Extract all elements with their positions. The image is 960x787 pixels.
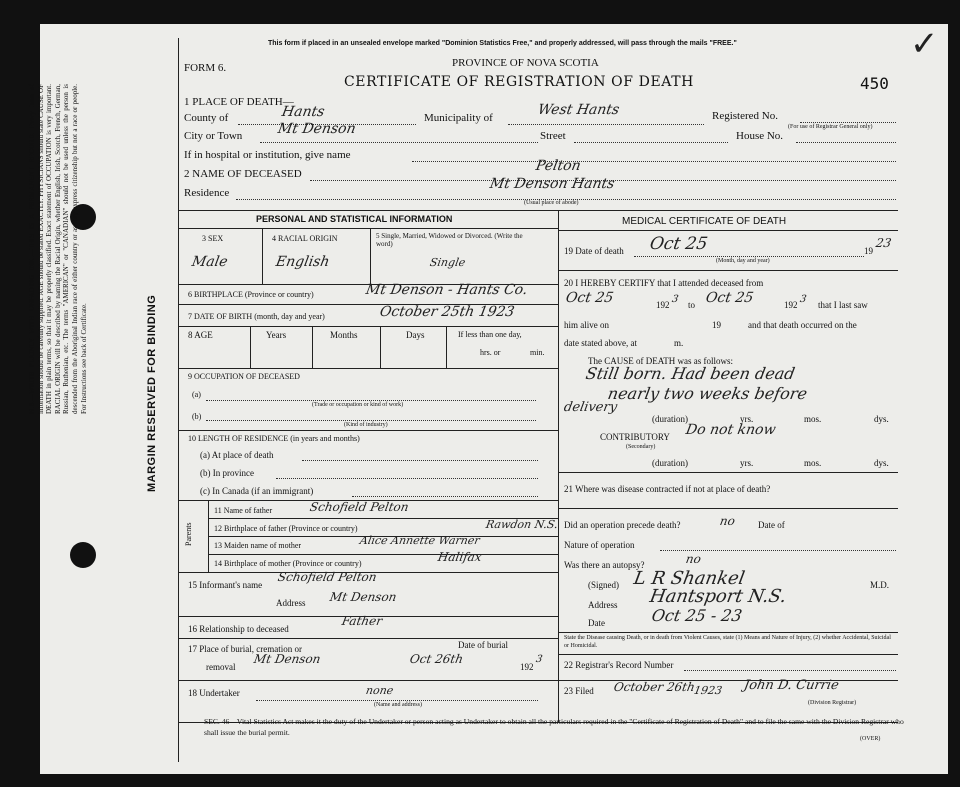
occ-b: (b) xyxy=(192,412,202,421)
alive-label: him alive on xyxy=(564,320,609,330)
province: PROVINCE OF NOVA SCOTIA xyxy=(452,57,599,69)
res-c: (c) In Canada (if an immigrant) xyxy=(200,486,314,496)
md-label: M.D. xyxy=(870,580,890,590)
margin-instructions: N.B.—WRITE PLAINLY WITH UNFADING INK.—THIS IS A PERMANENT RECORD. Every item of information should be carefully supplied. AGE should be stated EXACTLY. PHYSICIANS should state CAUSE OF DEATH in plain terms, so that it may be properly classified. Exact statement of OCCUPATION is very important. RACIAL ORIGIN will be described by naming the Racial Origin, whether English, Irish, Scotch, French, German, Russian, Ruthenian, etc. The terms "AMERICAN" or "CANADIAN" should not be used unless the person is descended from the Aboriginal Indian race of either country or as they express citizenship but not a race or people. For Instructions see back of Certificate. xyxy=(28,84,88,414)
form-number: FORM 6. xyxy=(184,62,227,74)
signed-label: (Signed) xyxy=(588,580,619,590)
cause-line-3: delivery xyxy=(562,400,619,415)
mother-birthplace-value: Halifax xyxy=(436,550,483,564)
dob-value: October 25th 1923 xyxy=(378,304,516,320)
secondary-note: (Secondary) xyxy=(626,444,656,450)
to-label: to xyxy=(688,300,696,310)
hospital-label: If in hospital or institution, give name xyxy=(184,149,351,161)
name-label: 2 NAME OF DECEASED xyxy=(184,168,302,180)
date-burial-label: Date of burial xyxy=(458,640,508,650)
sex-value: Male xyxy=(190,254,229,270)
mos-label-2: mos. xyxy=(804,458,822,468)
relationship-value: Father xyxy=(340,614,384,628)
occupation-label: 9 OCCUPATION OF DECEASED xyxy=(188,372,300,381)
residence-note: (Usual place of abode) xyxy=(524,200,579,206)
marital-label: 5 Single, Married, Widowed or Divorced. (Write the word) xyxy=(376,232,523,248)
months-label: Months xyxy=(330,330,358,340)
registered-label: Registered No. xyxy=(712,110,778,122)
res-a: (a) At place of death xyxy=(200,450,274,460)
date-burial-value: Oct 26th xyxy=(408,652,465,666)
mother-label: 13 Maiden name of mother xyxy=(214,541,302,550)
residence-value: Mt Denson Hants xyxy=(488,176,616,192)
burial-year-prefix: 192 xyxy=(520,662,534,672)
registrar-note: (Division Registrar) xyxy=(808,700,857,706)
physician-date-value: Oct 25 - 23 xyxy=(650,606,744,625)
father-value: Schofield Pelton xyxy=(308,500,410,514)
city-label: City or Town xyxy=(184,130,243,142)
father-label: 11 Name of father xyxy=(214,506,273,515)
dys-label: dys. xyxy=(874,414,889,424)
binding-hole xyxy=(70,542,96,568)
cause-label: The CAUSE of DEATH was as follows: xyxy=(588,356,733,366)
duration-label-2: (duration) xyxy=(652,458,688,468)
informant-label: 15 Informant's name xyxy=(188,580,263,590)
marital-value: Single xyxy=(428,256,467,269)
page-title: CERTIFICATE OF REGISTRATION OF DEATH xyxy=(344,74,694,90)
serial-number: 450 xyxy=(860,74,889,93)
date-of-death-label: 19 Date of death xyxy=(564,246,624,256)
racial-label: 4 RACIAL ORIGIN xyxy=(272,234,338,243)
operation-value: no xyxy=(718,514,737,528)
column-divider xyxy=(558,210,559,722)
registered-note: (For use of Registrar General only) xyxy=(788,124,873,130)
margin-binding-label: MARGIN RESERVED FOR BINDING xyxy=(146,294,158,492)
death-certificate xyxy=(28,24,948,774)
burial-year-digit: 3 xyxy=(535,654,544,665)
street-label: Street xyxy=(540,130,566,142)
physician-address-label: Address xyxy=(588,600,618,610)
residence-label: Residence xyxy=(184,187,230,199)
father-birthplace-label: 12 Birthplace of father (Province or country) xyxy=(214,524,358,533)
occ-a-note: (Trade or occupation or kind of work) xyxy=(312,402,404,408)
informant-address-label: Address xyxy=(276,598,306,608)
personal-heading: PERSONAL AND STATISTICAL INFORMATION xyxy=(256,214,453,224)
burial-label: 17 Place of burial, cremation or xyxy=(188,644,302,654)
physician-date-label: Date xyxy=(588,618,605,628)
informant-address-value: Mt Denson xyxy=(328,590,398,604)
burial-place-value: Mt Denson xyxy=(252,652,322,666)
filed-year: 1923 xyxy=(692,684,724,697)
age-label: 8 AGE xyxy=(188,330,213,340)
mother-value: Alice Annette Warner xyxy=(358,534,481,547)
contributory-value: Do not know xyxy=(684,422,777,438)
from-year-digit: 3 xyxy=(671,294,680,305)
to-year-digit: 3 xyxy=(799,294,808,305)
undertaker-value: none xyxy=(364,684,395,697)
undertaker-label: 18 Undertaker xyxy=(188,688,240,698)
attended-from-value: Oct 25 xyxy=(564,290,615,306)
mos-label: mos. xyxy=(804,414,822,424)
operation-date-label: Date of xyxy=(758,520,785,530)
years-label: Years xyxy=(266,330,287,340)
place-heading: 1 PLACE OF DEATH— xyxy=(184,96,294,108)
attended-to-value: Oct 25 xyxy=(704,290,755,306)
parents-label: Parents xyxy=(184,522,193,546)
medical-heading: MEDICAL CERTIFICATE OF DEATH xyxy=(622,216,787,227)
municipality-value: West Hants xyxy=(536,102,621,118)
autopsy-value: no xyxy=(684,552,703,566)
mother-birthplace-label: 14 Birthplace of mother (Province or country) xyxy=(214,559,362,568)
footer-over: (OVER) xyxy=(860,736,881,742)
record-number-label: 22 Registrar's Record Number xyxy=(564,660,674,670)
date-stated-label: date stated above, at xyxy=(564,338,637,348)
physician-address-value: Hantsport N.S. xyxy=(648,586,789,607)
autopsy-label: Was there an autopsy? xyxy=(564,560,645,570)
alive-year-prefix: 19 xyxy=(712,320,721,330)
q21-label: 21 Where was disease contracted if not at place of death? xyxy=(564,484,771,494)
filed-value: October 26th xyxy=(612,680,696,694)
city-value: Mt Denson xyxy=(276,121,357,137)
dob-label: 7 DATE OF BIRTH (month, day and year) xyxy=(188,312,325,321)
operation-label: Did an operation precede death? xyxy=(564,520,681,530)
date-year-digits: 23 xyxy=(874,236,893,250)
cause-line-1: Still born. Had been dead xyxy=(584,364,797,383)
occ-b-note: (Kind of industry) xyxy=(344,422,388,428)
residence-length-label: 10 LENGTH OF RESIDENCE (in years and months) xyxy=(188,434,360,443)
father-birthplace-value: Rawdon N.S. xyxy=(484,518,559,531)
m-label: m. xyxy=(674,338,684,348)
yrs-label-2: yrs. xyxy=(740,458,754,468)
signed-value: L R Shankel xyxy=(632,568,747,589)
death-occurred-label: and that death occurred on the xyxy=(748,320,857,330)
date-of-death-value: Oct 25 xyxy=(648,234,710,254)
county-label: County of xyxy=(184,112,229,124)
hrs-label: hrs. or xyxy=(480,348,501,357)
racial-value: English xyxy=(274,254,331,270)
less-label: If less than one day, xyxy=(458,330,522,339)
removal-label: removal xyxy=(206,662,236,672)
registrar-signature: John D. Currie xyxy=(742,678,841,693)
res-b: (b) In province xyxy=(200,468,254,478)
undertaker-note: (Name and address) xyxy=(374,702,422,708)
certify-label: 20 I HEREBY CERTIFY that I attended deceased from xyxy=(564,278,764,288)
divider xyxy=(178,210,898,211)
nature-label: Nature of operation xyxy=(564,540,635,550)
house-label: House No. xyxy=(736,130,784,142)
date-note: (Month, day and year) xyxy=(716,258,770,264)
county-value: Hants xyxy=(280,104,326,120)
date-year-prefix: 19 xyxy=(864,246,873,256)
filed-label: 23 Filed xyxy=(564,686,594,696)
informant-value: Schofield Pelton xyxy=(276,570,378,584)
municipality-label: Municipality of xyxy=(424,112,493,124)
violent-note: State the Disease causing Death, or in death from Violent Causes, state (1) Means and Nature of Injury, (2) whether Accidental, Suicidal or Homicidal. xyxy=(564,635,891,649)
check-mark: ✓ xyxy=(910,26,939,63)
left-border xyxy=(178,38,179,762)
sex-label: 3 SEX xyxy=(202,234,224,243)
days-label: Days xyxy=(406,330,425,340)
contributory-label: CONTRIBUTORY xyxy=(600,432,670,442)
from-year-prefix: 192 xyxy=(656,300,670,310)
footer-note: SEC. 46—Vital Statistics Act makes it the duty of the Undertaker or person acting as Undertaker to obtain all the particulars required in the "Certificate of Registration of Death" and to file the same with the Division Registrar who shall issue the burial permit. xyxy=(204,717,904,737)
name-value: Pelton xyxy=(534,158,583,174)
birthplace-value: Mt Denson - Hants Co. xyxy=(364,282,529,298)
dys-label-2: dys. xyxy=(874,458,889,468)
min-label: min. xyxy=(530,348,545,357)
top-notice: This form if placed in an unsealed envelope marked "Dominion Statistics Free," and properly addressed, will pass through the mails "FREE." xyxy=(268,40,737,47)
relationship-label: 16 Relationship to deceased xyxy=(188,624,289,634)
to-year-prefix: 192 xyxy=(784,300,798,310)
occ-a: (a) xyxy=(192,390,201,399)
duration-label: (duration) xyxy=(652,414,688,424)
last-saw-label: that I last saw xyxy=(818,300,868,310)
birthplace-label: 6 BIRTHPLACE (Province or country) xyxy=(188,290,314,299)
cause-line-2: nearly two weeks before xyxy=(606,384,809,403)
yrs-label: yrs. xyxy=(740,414,754,424)
